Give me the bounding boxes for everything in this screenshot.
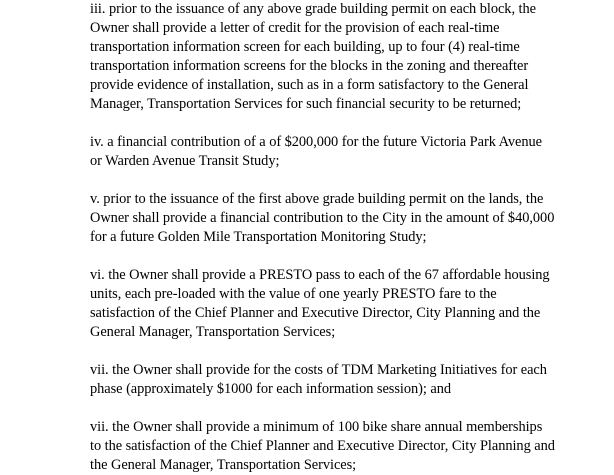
clause-line: vii. the Owner shall provide a minimum of 100 bike share annual memberships (90, 419, 543, 435)
clause-line: phase (approximately $1000 for each information session); and (90, 381, 452, 397)
clause-line: the General Manager, Transportation Services; (90, 457, 357, 473)
clause-line: for a future Golden Mile Transportation Monitoring Study; (90, 229, 427, 245)
paragraph-gap (90, 171, 612, 190)
clause-line: iv. a financial contribution of a of $200,000 for the future Victoria Park Avenue (90, 134, 542, 150)
clause-line: units, each pre-loaded with the value of one yearly PRESTO fare to the (90, 286, 497, 302)
clause-line: iii. prior to the issuance of any above grade building permit on each block, the (90, 1, 536, 17)
clause-line: vi. the Owner shall provide a PRESTO pass to each of the 67 affordable housing (90, 267, 550, 283)
clause-iii (90, 0, 612, 114)
clause-line: satisfaction of the Chief Planner and Executive Director, City Planning and the (90, 305, 541, 321)
clause-vi (90, 266, 612, 342)
clause-line: or Warden Avenue Transit Study; (90, 153, 280, 169)
clause-line: v. prior to the issuance of the first above grade building permit on the lands, the (90, 191, 544, 207)
clause-vii-bike-share (90, 418, 612, 475)
paragraph-gap (90, 247, 612, 266)
paragraph-gap (90, 342, 612, 361)
paragraph-gap (90, 399, 612, 418)
clause-line: Manager, Transportation Services for such financial security to be returned; (90, 96, 522, 112)
clause-line: vii. the Owner shall provide for the costs of TDM Marketing Initiatives for each (90, 362, 547, 378)
paragraph-gap (90, 114, 612, 133)
document-page (90, 0, 612, 475)
clause-vii-marketing (90, 361, 612, 399)
clause-line: Owner shall provide a letter of credit for the provision of each real-time (90, 20, 500, 36)
clause-line: transportation information screens for the blocks in the zoning and thereafter (90, 58, 529, 74)
clause-line: General Manager, Transportation Services; (90, 324, 336, 340)
clause-line: Owner shall provide a financial contribution to the City in the amount of $40,000 (90, 210, 555, 226)
clause-line: to the satisfaction of the Chief Planner and Executive Director, City Planning and (90, 438, 555, 454)
clause-v (90, 190, 612, 247)
clause-iv (90, 133, 612, 171)
clause-line: transportation information screen for each building, up to four (4) real-time (90, 39, 520, 55)
clause-line: provide evidence of installation, such as in a form satisfactory to the General (90, 77, 529, 93)
